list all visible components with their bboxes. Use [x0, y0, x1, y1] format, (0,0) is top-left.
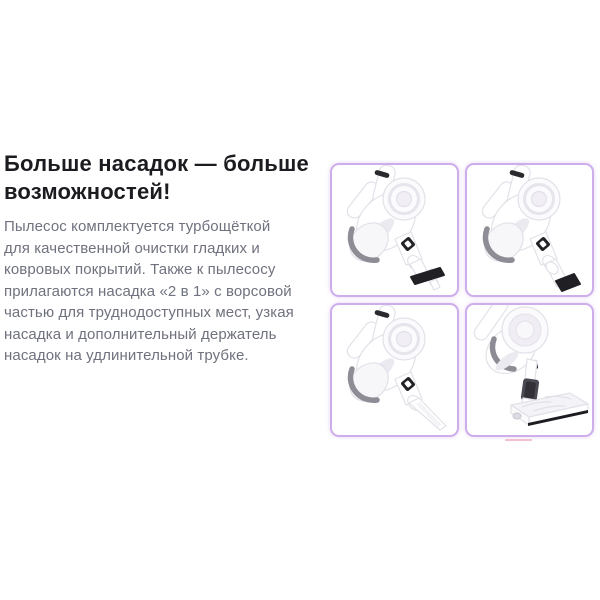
divider-line [505, 439, 532, 441]
nozzle-gallery [330, 163, 594, 437]
gallery-card-2in1-nozzle [330, 163, 459, 297]
vacuum-2in1-brush-image [332, 165, 457, 295]
vacuum-narrow-nozzle-image [332, 305, 457, 435]
feature-text-block [4, 150, 334, 367]
section-heading: Больше насадок — больше возможностей! [4, 151, 309, 204]
section-body-text: Пылесос комплектуется турбощёткой для качественной очистки гладких и ковровых покрытий. Также к пылесосу прилагаются насадка «2 в 1» с ворсовой частью для труднодоступных мест, узкая насадка и дополнительный держатель насадок на удлинительной трубке. [4, 218, 294, 364]
vacuum-crevice-nozzle-image [467, 165, 592, 295]
gallery-card-narrow-nozzle [330, 303, 459, 437]
gallery-card-crevice-nozzle [465, 163, 594, 297]
gallery-card-floor-brush [465, 303, 594, 437]
vacuum-floor-brush-image [467, 305, 592, 435]
